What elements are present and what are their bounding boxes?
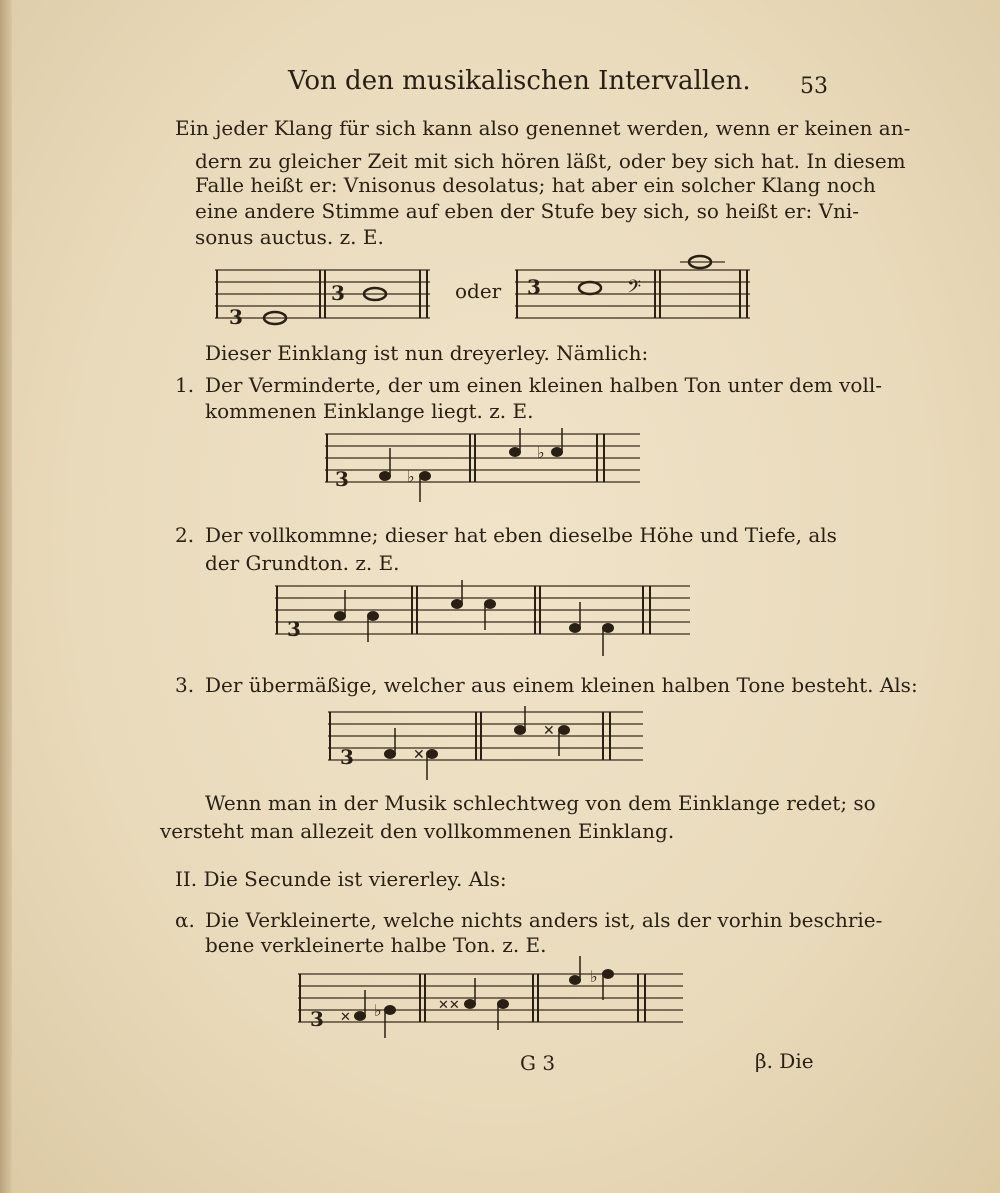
signature-mark: G 3 [520,1051,556,1075]
music-staff-item-2 [275,580,695,674]
item-line: Die Verkleinerte, welche nichts anders ist, als der vorhin beschrie- [205,908,883,932]
svg-text:♭: ♭ [537,443,545,462]
item-marker: α. [175,908,195,932]
paragraph-line: dern zu gleicher Zeit mit sich hören läßt, oder bey sich hat. In diesem [195,149,906,173]
page-number: 53 [800,74,828,99]
paragraph-line: sonus auctus. z. E. [195,225,384,249]
clef-number: 3 [310,1007,324,1031]
svg-text:♭: ♭ [407,467,415,486]
music-staff-item-3 [328,706,648,790]
item-line: kommenen Einklange liegt. z. E. [205,399,534,423]
music-staff-example-1a [215,262,435,338]
paragraph-line: versteht man allezeit den vollkommenen Einklang. [160,819,675,843]
item-number: 1. [175,373,195,397]
item-line: Der Verminderte, der um einen kleinen halben Ton unter dem voll- [205,373,883,397]
music-staff-item-1 [325,428,645,512]
item-line: bene verkleinerte halbe Ton. z. E. [205,933,547,957]
clef-number: 3 [287,617,301,641]
item-number: 2. [175,523,195,547]
connector-word: oder [455,279,502,303]
page-edge [0,0,12,1193]
clef-number: 3 [335,467,349,491]
paragraph-line: eine andere Stimme auf eben der Stufe bey sich, so heißt er: Vni- [195,199,860,223]
svg-text:♭: ♭ [374,1001,382,1020]
item-line: der Grundton. z. E. [205,551,400,575]
item-number: 3. [175,673,195,697]
clef-number: 3 [331,281,345,305]
svg-text:✕: ✕ [543,723,555,739]
clef-number: 3 [527,275,541,299]
svg-text:♭: ♭ [590,967,598,986]
music-staff-example-1b [515,250,755,334]
section-heading: II. Die Secunde ist viererley. Als: [175,867,507,891]
running-title: Von den musikalischen Intervallen. [288,66,751,96]
item-line: Der übermäßige, welcher aus einem kleinen halben Tone besteht. Als: [205,673,918,697]
clef-number: 3 [229,305,243,329]
paragraph-line: Ein jeder Klang für sich kann also genennet werden, wenn er keinen an- [175,116,911,140]
intro-line: Dieser Einklang ist nun dreyerley. Nämlich: [205,341,649,365]
svg-text:✕: ✕ [413,747,425,763]
svg-text:𝄢: 𝄢 [627,277,642,302]
item-line: Der vollkommne; dieser hat eben dieselbe Höhe und Tiefe, als [205,523,837,547]
music-staff-alpha [298,968,688,1052]
svg-text:✕: ✕ [340,1010,351,1025]
svg-text:✕✕: ✕✕ [438,998,460,1013]
paragraph-line: Wenn man in der Musik schlechtweg von dem Einklange redet; so [205,791,876,815]
clef-number: 3 [340,745,354,769]
catchword: β. Die [755,1049,814,1073]
paragraph-line: Falle heißt er: Vnisonus desolatus; hat aber ein solcher Klang noch [195,173,876,197]
